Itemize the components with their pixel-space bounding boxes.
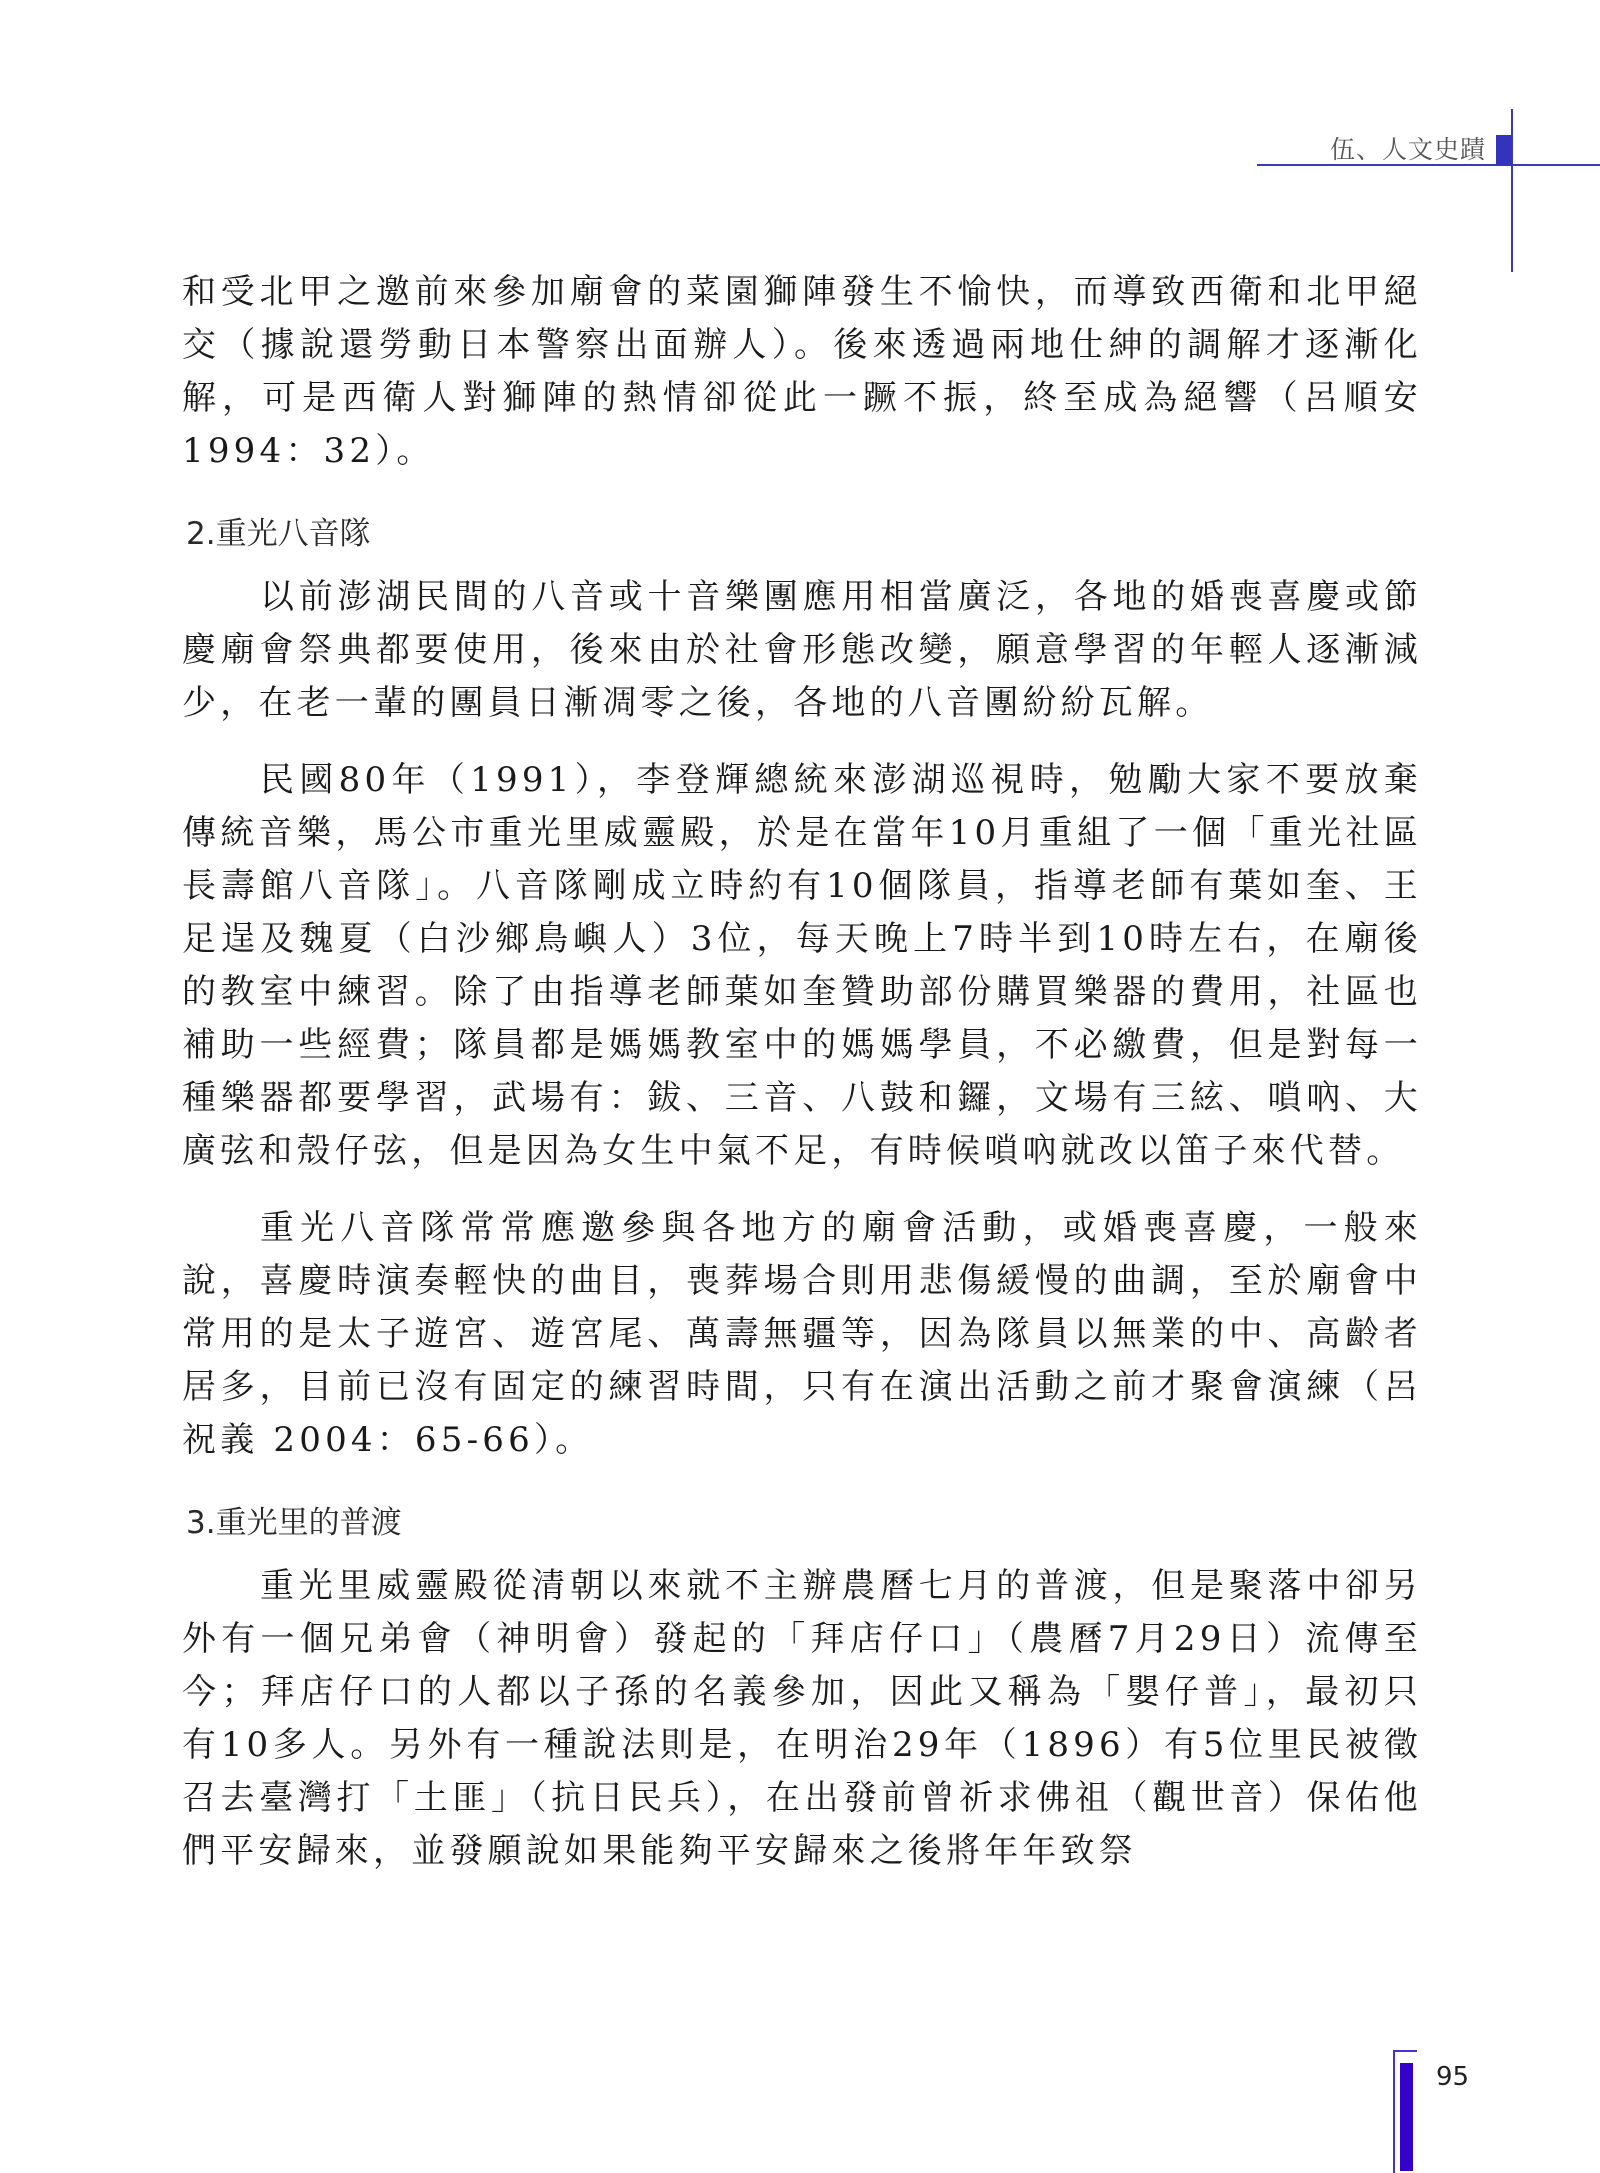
body-paragraph: 重光里威靈殿從清朝以來就不主辦農曆七月的普渡，但是聚落中卻另外有一個兄弟會（神明會）發起的「拜店仔口」（農曆7月29日）流傳至今；拜店仔口的人都以子孫的名義參加，因此又稱為「嬰仔普」，最初只有10多人。另外有一種說法則是，在明治29年（1896）有5位里民被徵召去臺灣打「土匪」（抗日民兵），在出發前曾祈求佛祖（觀世音）保佑他們平安歸來，並發願說如果能夠平安歸來之後將年年致祭: [182, 1566, 1422, 1871]
page-content: [182, 266, 1422, 1878]
section-heading: 3.重光里的普渡: [186, 1505, 402, 1541]
body-paragraph: 以前澎湖民間的八音或十音樂團應用相當廣泛，各地的婚喪喜慶或節慶廟會祭典都要使用，後來由於社會形態改變，願意學習的年輕人逐漸減少，在老一輩的團員日漸凋零之後，各地的八音團紛紛瓦解。: [182, 577, 1422, 723]
header-marker-block: [1496, 135, 1512, 165]
intro-paragraph: 和受北甲之邀前來參加廟會的菜園獅陣發生不愉快，而導致西衛和北甲絕交（據說還勞動日本警察出面辦人）。後來透過兩地仕紳的調解才逐漸化解，可是西衛人對獅陣的熱情卻從此一蹶不振，終至成為絕響（呂順安 1994：32）。: [182, 272, 1422, 471]
page-number: 95: [1436, 2062, 1470, 2092]
section-heading: 2.重光八音隊: [186, 516, 371, 552]
page-number-bar: [1400, 2063, 1413, 2171]
chapter-title: 伍、人文史蹟: [1329, 135, 1486, 164]
body-paragraph: 重光八音隊常常應邀參與各地方的廟會活動，或婚喪喜慶，一般來說，喜慶時演奏輕快的曲目，喪葬場合則用悲傷緩慢的曲調，至於廟會中常用的是太子遊宮、遊宮尾、萬壽無疆等，因為隊員以無業的中、高齡者居多，目前已沒有固定的練習時間，只有在演出活動之前才聚會演練（呂祝義 2004：65-66）。: [182, 1208, 1422, 1460]
header-rule-vertical: [1511, 109, 1513, 272]
body-paragraph: 民國80年（1991），李登輝總統來澎湖巡視時，勉勵大家不要放棄傳統音樂，馬公市重光里威靈殿，於是在當年10月重組了一個「重光社區長壽館八音隊」。八音隊剛成立時約有10個隊員，指導老師有葉如奎、王足逞及魏夏（白沙鄉鳥嶼人）3位，每天晚上7時半到10時左右，在廟後的教室中練習。除了由指導老師葉如奎贊助部份購買樂器的費用，社區也補助一些經費；隊員都是媽媽教室中的媽媽學員，不必繳費，但是對每一種樂器都要學習，武場有：鈸、三音、八鼓和鑼，文場有三絃、嗩吶、大廣弦和殼仔弦，但是因為女生中氣不足，有時候嗩吶就改以笛子來代替。: [182, 760, 1422, 1171]
